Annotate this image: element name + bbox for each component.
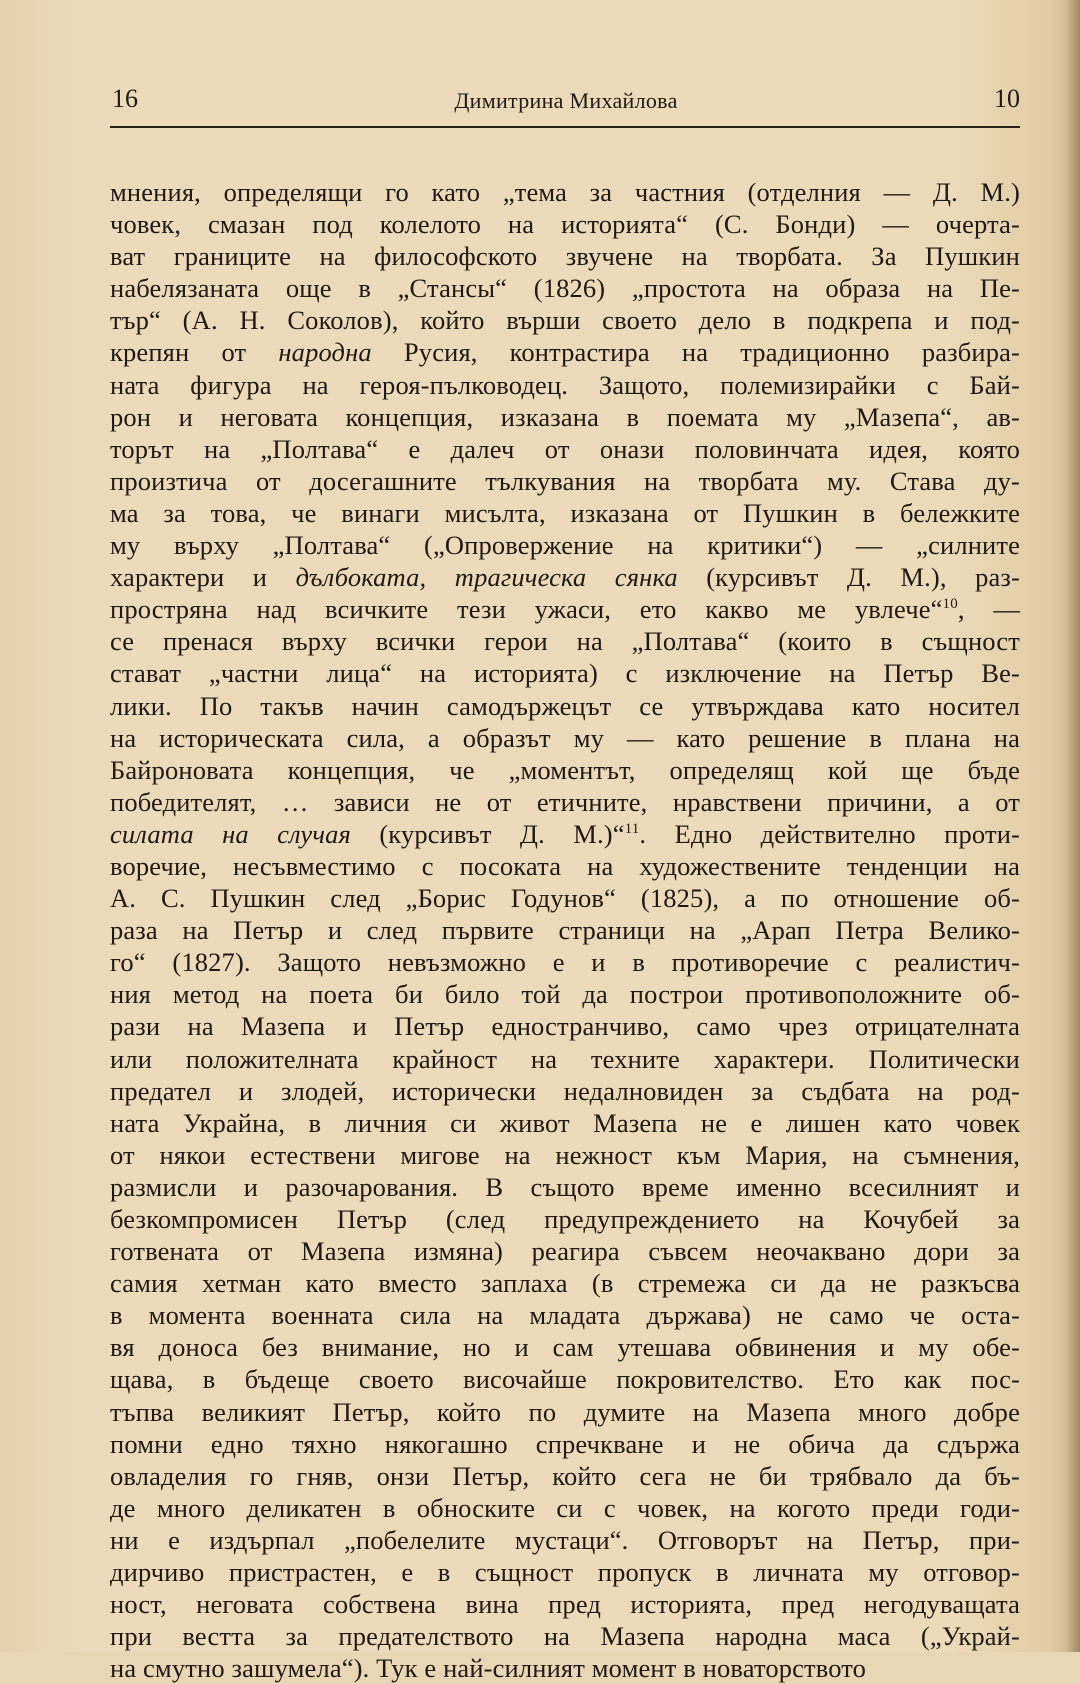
- text-line: му върху „Полтава“ („Опровержение на критики“) — „силните: [110, 530, 1020, 561]
- text-line: раза на Петър и след първите страници на „Арап Петра Велико-: [110, 915, 1020, 946]
- text-line: овладелия го гняв, онзи Петър, който сега не би трябвало да бъ-: [110, 1460, 1020, 1491]
- text-line: ма за това, че винаги мисълта, изказана от Пушкин в бележките: [110, 497, 1020, 528]
- text-line: торът на „Полтава“ е далеч от онази половинчата идея, която: [110, 433, 1020, 464]
- text-line: вя доноса без внимание, но и сам утешава обвинения и му обе-: [110, 1332, 1020, 1363]
- page-number-right: 10: [994, 84, 1020, 113]
- text-line: ват границите на философското звучене на творбата. За Пушкин: [110, 241, 1020, 272]
- text-line: дирчиво пристрастен, е в същност пропуск в личната му отговор-: [110, 1557, 1020, 1588]
- text-line: произтича от досегашните тълкувания на творбата му. Става ду-: [110, 465, 1020, 496]
- footnote-ref: 10: [942, 596, 958, 613]
- text-line: характери и дълбоката, трагическа сянка (курсивът Д. М.), раз-: [110, 562, 1020, 593]
- italic-emphasis: дълбоката, трагическа сянка: [295, 562, 678, 593]
- text-line: от някои естествени мигове на нежност към Мария, на съмнения,: [110, 1139, 1020, 1170]
- body-text: [110, 176, 1020, 1684]
- text-line: де много деликатен в обноските си с човек, на когото преди годи-: [110, 1492, 1020, 1523]
- text-line: ния метод на поета би било той да построи противоположните об-: [110, 979, 1020, 1010]
- text-line: предател и злодей, исторически недалновиден за съдбата на род-: [110, 1075, 1020, 1106]
- text-line: Байроновата концепция, че „моментът, определящ кой ще бъде: [110, 754, 1020, 785]
- text-line: размисли и разочарования. В същото време именно всесилният и: [110, 1171, 1020, 1202]
- text-line: на смутно зашумела“). Тук е най-силният момент в новаторството: [110, 1653, 867, 1684]
- text-line: стават „частни лица“ на историята) с изключение на Петър Ве-: [110, 658, 1020, 689]
- page-number-left: 16: [112, 84, 138, 113]
- text-line: на историческата сила, а образът му — като решение в плана на: [110, 722, 1020, 753]
- header-rule: [110, 126, 1020, 128]
- text-line: мнения, определящи го като „тема за частния (отделния — Д. М.): [110, 177, 1020, 207]
- text-line: набелязаната още в „Стансы“ (1826) „простота на образа на Пе-: [110, 273, 1020, 304]
- text-line: се пренася върху всички герои на „Полтава“ (които в същност: [110, 626, 1020, 657]
- text-line: безкомпромисен Петър (след предупреждението на Кочубей за: [110, 1204, 1020, 1234]
- italic-emphasis: силата на случая: [110, 818, 351, 849]
- text-line: ни е издърпал „побелелите мустаци“. Отговорът на Петър, при-: [110, 1524, 1020, 1555]
- text-line: силата на случая (курсивът Д. М.)“$^{11}$. Едно действително проти-: [110, 818, 1020, 849]
- italic-emphasis: народна: [278, 337, 372, 368]
- text-line: самия хетман като вместо заплаха (в стремежа си да не разкъсва: [110, 1268, 1020, 1299]
- text-line: в момента военната сила на младата държава) не само че оста-: [110, 1300, 1020, 1331]
- text-line: или положителната крайност на техните характери. Политически: [110, 1043, 1020, 1074]
- page-header: [112, 84, 1020, 124]
- text-line: тъпва великият Петър, който по думите на Мазепа много добре: [110, 1396, 1020, 1427]
- text-line: крепян от народна Русия, контрастира на традиционно разбира-: [110, 337, 1020, 368]
- running-head-author: Димитрина Михайлова: [454, 88, 678, 113]
- text-line: ната Украйна, в личния си живот Мазепа не е лишен като човек: [110, 1107, 1020, 1138]
- text-line: го“ (1827). Защото невъзможно е и в противоречие с реалистич-: [110, 947, 1020, 978]
- text-line: тър“ (А. Н. Соколов), който върши своето дело в подкрепа и под-: [110, 305, 1020, 336]
- text-line: човек, смазан под колелото на историята“ (С. Бонди) — очерта-: [110, 209, 1020, 240]
- text-line: щава, в бъдеще своето височайше покровителство. Ето как пос-: [110, 1364, 1020, 1395]
- text-line: воречие, несъвместимо с посоката на художествените тенденции на: [110, 850, 1020, 881]
- text-line: ност, неговата собствена вина пред историята, пред негодуващата: [110, 1589, 1020, 1620]
- text-line: простряна над всичките тези ужаси, ето какво ме увлече“$^{10}$, —: [110, 594, 1021, 625]
- text-line: рази на Мазепа и Петър едностранчиво, само чрез отрицателната: [110, 1011, 1020, 1042]
- text-line: победителят, … зависи не от етичните, нравствени причини, а от: [110, 786, 1020, 817]
- text-line: ната фигура на героя-пълководец. Защото, полемизирайки с Бай-: [110, 369, 1020, 400]
- text-line: при вестта за предателството на Мазепа народна маса („Украй-: [110, 1621, 1020, 1652]
- text-line: лики. По такъв начин самодържецът се утвърждава като носител: [110, 690, 1020, 721]
- footnote-ref: 11: [624, 821, 640, 838]
- text-line: рон и неговата концепция, изказана в поемата му „Мазепа“, ав-: [110, 401, 1020, 432]
- page-edge-shadow: [1066, 0, 1080, 1652]
- text-line: помни едно тяхно някогашно спречкване и не обича да сдържа: [110, 1428, 1020, 1459]
- text-line: готвената от Мазепа измяна) реагира съвсем неочаквано дори за: [110, 1236, 1020, 1267]
- text-line: А. С. Пушкин след „Борис Годунов“ (1825), а по отношение об-: [110, 883, 1020, 914]
